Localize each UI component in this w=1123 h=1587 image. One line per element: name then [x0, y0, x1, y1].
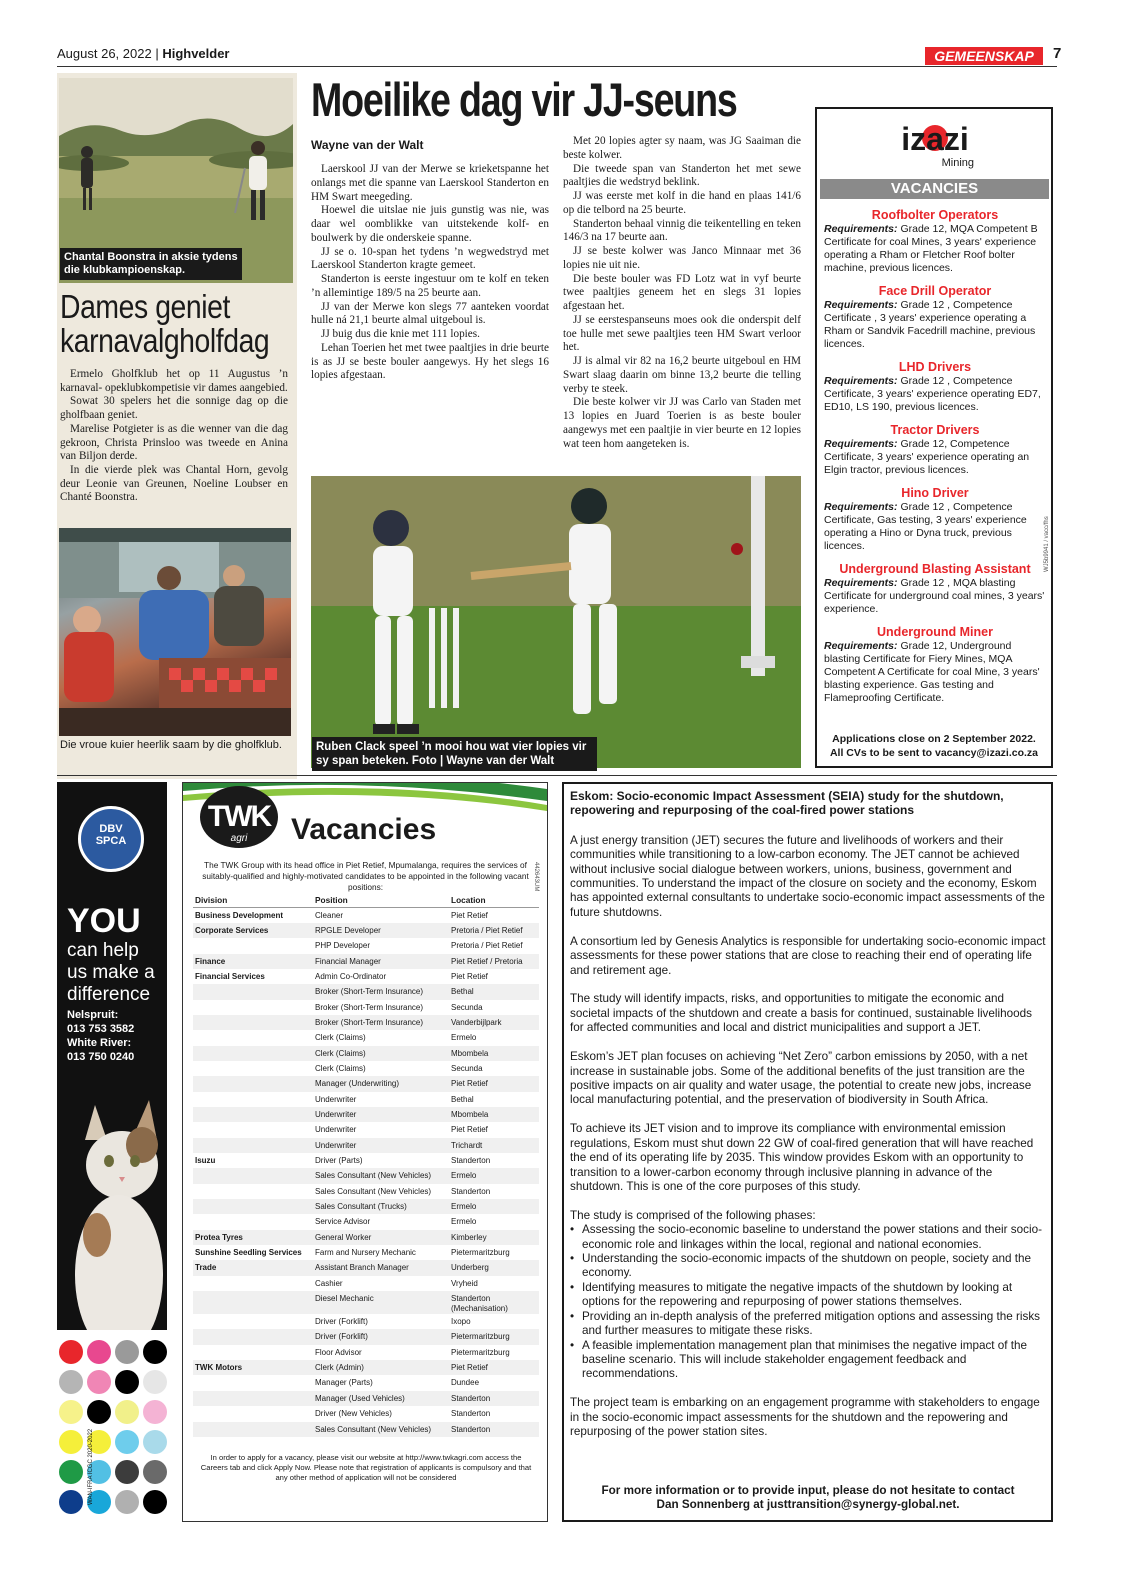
location-cell: Bethal	[449, 984, 539, 999]
job-title: Roofbolter Operators	[871, 208, 999, 222]
list-item: • Assessing the socio-economic baseline to understand the power stations and their socio-economic role and linkages within the local, regional and national economies.	[570, 1223, 1046, 1252]
golf-story-body	[60, 368, 288, 505]
job-title: Underground Blasting Assistant	[839, 562, 1031, 576]
division-cell	[193, 1199, 313, 1214]
table-row	[193, 1168, 539, 1183]
division-cell	[193, 1107, 313, 1122]
cricket-paragraph: JJ buig dus die knie met 111 lopies.	[321, 328, 480, 340]
eskom-phases-list	[570, 1223, 1046, 1381]
position-cell: Assistant Branch Manager	[313, 1260, 449, 1275]
location-cell: Ermelo	[451, 1217, 477, 1227]
position-cell: Floor Advisor	[315, 1347, 362, 1357]
division-cell	[193, 1314, 313, 1329]
location-cell: Ermelo	[449, 1168, 539, 1183]
spca-tagline-line3: difference	[67, 984, 151, 1005]
table-row	[193, 938, 539, 953]
position-cell: Underwriter	[315, 1125, 357, 1135]
color-swatch	[59, 1490, 83, 1514]
cricket-paragraph: JJ is almal vir 82 na 16,2 beurte uitgeboul en HM Swart slaag daarin om binne 13,2 beurte die telling verby te steek.	[563, 355, 801, 395]
position-cell: Sales Consultant (New Vehicles)	[315, 1186, 432, 1196]
job-requirements	[824, 438, 1046, 477]
list-item: • Understanding the socio-economic impacts of the shutdown on people, society and the economy.	[570, 1252, 1046, 1281]
izazi-application-info	[818, 732, 1050, 760]
colorbar-standard: ICGC 2020-2022	[88, 1428, 94, 1475]
color-swatch	[143, 1370, 167, 1394]
division-cell	[193, 1184, 313, 1199]
division-cell	[193, 938, 313, 953]
position-cell: Sales Consultant (New Vehicles)	[313, 1168, 449, 1183]
location-cell: Ermelo	[449, 1199, 539, 1214]
location-cell: Pietermaritzburg	[451, 1248, 510, 1258]
division-cell	[193, 1391, 313, 1406]
location-cell: Piet Retief	[449, 1076, 539, 1091]
position-cell: Diesel Mechanic	[313, 1291, 449, 1314]
twk-vacancies-title: Vacancies	[291, 813, 437, 846]
clubhouse-photo	[59, 528, 291, 736]
position-cell: Manager (Underwriting)	[313, 1076, 449, 1091]
column-header-position: Position	[313, 893, 449, 908]
eskom-closing: The project team is embarking on an engagement programme with stakeholders to engage in the socio-economic impact assessments for the shutdown and the repowering and repurposing of the power station sites.	[570, 1396, 1040, 1439]
job-listing	[824, 423, 1046, 477]
location-cell: Vryheid	[451, 1278, 478, 1288]
spca-badge-line1: DBV	[99, 823, 123, 835]
position-cell: Driver (Parts)	[315, 1156, 363, 1165]
table-row	[193, 1345, 539, 1360]
location-cell: Trichardt	[449, 1138, 539, 1153]
job-title: Tractor Drivers	[890, 423, 980, 437]
division-cell: Business Development	[195, 911, 284, 920]
spca-contact2-label: White River:	[67, 1037, 132, 1049]
twk-intro: The TWK Group with its head office in Piet Retief, Mpumalanga, requires the services of suitably-qualified and highly-motivated candidates to be appointed in the following vacant positions:	[202, 860, 529, 892]
position-cell: Sales Consultant (New Vehicles)	[313, 1422, 449, 1437]
colorbar-label: WAN-IFRA	[88, 1475, 94, 1505]
table-row	[193, 1122, 539, 1137]
list-item: • Providing an in-depth analysis of the preferred mitigation options and assessing the risks and further measures to mitigate these risks.	[570, 1310, 1046, 1339]
cricket-paragraph: Die beste kolwer vir JJ was Carlo van Staden met 13 lopies en Juard Toerien is as beste bouler aangewys met een paaltjie in vier beurte en 12 lopies wat teen hom aangeteken is.	[563, 396, 801, 450]
newspaper-name: Highvelder	[162, 46, 230, 61]
cricket-paragraph: Standerton is eerste ingestuur om te kolf en teken ’n allemintige 189/5 na 25 beurte aan.	[311, 273, 549, 299]
position-cell: Clerk (Claims)	[315, 1063, 366, 1073]
position-cell: Manager (Parts)	[315, 1378, 373, 1388]
color-swatch	[115, 1490, 139, 1514]
cricket-paragraph: JJ was eerste met kolf in die hand en plaas 141/6 op die telbord na 25 beurte.	[563, 190, 801, 216]
color-swatch	[143, 1460, 167, 1484]
table-row	[193, 1245, 539, 1260]
job-requirements-text: Grade 12, Competence Certificate, 3 years' experience operating an Elgin tractor, previous licences.	[824, 438, 1030, 476]
job-requirements	[824, 299, 1046, 351]
table-row	[193, 1000, 539, 1015]
section-rule	[57, 775, 1057, 776]
requirements-label: Requirements:	[824, 438, 898, 450]
cat-photo	[67, 1085, 167, 1330]
clubhouse-photo-caption: Die vroue kuier heerlik saam by die gholfklub.	[60, 739, 282, 751]
izazi-cv-email[interactable]: All CVs to be sent to vacancy@izazi.co.za	[829, 747, 1039, 759]
job-requirements-text: Grade 12, Underground blasting Certificate for Fiery Mines, MQA Competent A Certificate for coal Mine, 3 years' blasting experience. Gas testing and Flameproofing Certificate.	[824, 640, 1040, 704]
color-swatch	[143, 1340, 167, 1364]
division-cell: Isuzu	[195, 1156, 216, 1165]
twk-table-body	[193, 908, 539, 1437]
division-cell	[193, 1422, 313, 1437]
cricket-paragraph: Standerton behaal vinnig die teikentelling en teken 146/3 na 17 beurte aan.	[563, 217, 801, 244]
color-swatch	[115, 1370, 139, 1394]
location-cell: Ixopo	[451, 1317, 471, 1327]
table-row	[193, 923, 539, 938]
list-item: • Identifying measures to mitigate the negative impacts of the shutdown by looking at options for the repowering and repurposing of power stations themselves.	[570, 1281, 1046, 1310]
requirements-label: Requirements:	[824, 501, 898, 513]
header-separator: |	[151, 46, 163, 61]
cricket-story-column-1	[311, 163, 549, 383]
clubhouse-photo-illustration	[59, 528, 291, 736]
division-cell	[193, 1000, 313, 1015]
requirements-label: Requirements:	[824, 223, 898, 235]
table-row	[193, 1230, 539, 1245]
table-row	[193, 1015, 539, 1030]
color-swatch	[59, 1430, 83, 1454]
location-cell: Ermelo	[451, 1033, 477, 1043]
izazi-logo	[880, 118, 990, 170]
cricket-paragraph: JJ se eerstespanseuns moes ook die onderspit delf toe hulle met sewe paaltjies teen HM Swart verloor het.	[563, 313, 801, 354]
location-cell: Standerton	[449, 1422, 539, 1437]
division-cell	[193, 1214, 313, 1229]
cat-illustration	[67, 1085, 167, 1330]
spca-badge-line2: SPCA	[95, 835, 127, 847]
eskom-phases-intro: The study is comprised of the following phases:	[570, 1208, 816, 1222]
division-cell	[193, 1406, 313, 1421]
eskom-contact	[570, 1484, 1046, 1513]
izazi-ad-code: WJ5b9941 / vacc/fhs	[1044, 516, 1050, 572]
spca-tagline-line2: us make a	[67, 962, 155, 983]
eskom-contact-line1: For more information or to provide input, please do not hesitate to contact	[601, 1484, 1015, 1497]
cricket-paragraph: Laerskool JJ van der Merwe se krieketspanne het onlangs met die spanne van Laerskool Standerton en HM Swart meegeding.	[311, 163, 549, 203]
location-cell: Underberg	[449, 1260, 539, 1275]
division-cell	[193, 984, 313, 999]
twk-logo-text: TWK	[207, 800, 271, 833]
division-cell	[193, 1122, 313, 1137]
position-cell: Driver (Forklift)	[313, 1329, 449, 1344]
header-rule	[57, 66, 1057, 67]
table-row	[193, 1214, 539, 1229]
table-row	[193, 1153, 539, 1168]
spca-you-heading: YOU	[67, 902, 141, 940]
color-swatch	[87, 1370, 111, 1394]
position-cell: Broker (Short-Term Insurance)	[313, 1015, 449, 1030]
cricket-paragraph: JJ van der Merwe kon slegs 77 aanteken voordat hulle ná 21,1 beurte almal uitgeboul is.	[311, 300, 549, 327]
izazi-vacancies-banner: VACANCIES	[820, 179, 1049, 199]
division-cell: Corporate Services	[193, 923, 313, 938]
division-cell	[193, 1345, 313, 1360]
division-cell	[193, 1291, 313, 1314]
izazi-job-list	[824, 208, 1046, 714]
job-requirements	[824, 640, 1046, 705]
position-cell: Driver (Forklift)	[315, 1317, 368, 1327]
table-row	[193, 1092, 539, 1107]
table-row	[193, 1107, 539, 1122]
location-cell: Standerton	[451, 1186, 491, 1196]
location-cell: Piet Retief / Pretoria	[449, 954, 539, 969]
cricket-story-headline: Moeilike dag vir JJ-seuns	[311, 73, 737, 126]
location-cell: Mbombela	[449, 1107, 539, 1122]
color-swatch	[59, 1370, 83, 1394]
location-cell: Piet Retief	[451, 971, 488, 981]
color-swatch	[143, 1430, 167, 1454]
eskom-notice-body	[570, 789, 1046, 1454]
spca-contacts	[67, 1008, 134, 1064]
color-swatch	[59, 1400, 83, 1424]
color-swatch	[143, 1400, 167, 1424]
page-number: 7	[1053, 45, 1062, 62]
twk-logo-sub: agri	[230, 833, 248, 844]
job-title: Face Drill Operator	[878, 284, 992, 298]
position-cell: Financial Manager	[313, 954, 449, 969]
division-cell: Finance	[193, 954, 313, 969]
table-row	[193, 954, 539, 969]
table-row	[193, 1276, 539, 1291]
position-cell: Underwriter	[315, 1094, 357, 1104]
color-swatch	[87, 1340, 111, 1364]
color-swatch	[115, 1400, 139, 1424]
golf-story-headline	[60, 288, 270, 359]
table-row	[193, 969, 539, 984]
golf-headline-line2: karnavalgholfdag	[60, 322, 270, 359]
position-cell: Broker (Short-Term Insurance)	[315, 1002, 424, 1012]
column-header-location: Location	[449, 893, 539, 908]
division-cell	[193, 1375, 313, 1390]
division-cell	[193, 1061, 313, 1076]
location-cell: Pietermaritzburg	[449, 1329, 539, 1344]
spca-badge-text	[78, 823, 144, 847]
position-cell: Cashier	[315, 1278, 343, 1288]
table-row	[193, 1406, 539, 1421]
list-item: • A feasible implementation management plan that minimises the negative impact of the baseline scenario. This will include stakeholder engagement feedback and recommendations.	[570, 1339, 1046, 1382]
position-cell: Manager (Used Vehicles)	[313, 1391, 449, 1406]
color-swatch	[87, 1400, 111, 1424]
position-cell: Broker (Short-Term Insurance)	[313, 984, 449, 999]
location-cell: Secunda	[451, 1002, 483, 1012]
position-cell: PHP Developer	[315, 941, 370, 951]
cricket-photo	[311, 476, 801, 768]
location-cell: Kimberley	[449, 1230, 539, 1245]
color-swatch	[143, 1490, 167, 1514]
table-row	[193, 1061, 539, 1076]
location-cell: Standerton	[449, 1391, 539, 1406]
job-listing	[824, 486, 1046, 553]
location-cell: Mbombela	[449, 1046, 539, 1061]
division-cell	[193, 1329, 313, 1344]
division-cell: Protea Tyres	[193, 1230, 313, 1245]
golf-headline-line1: Dames geniet	[60, 288, 230, 325]
eskom-notice-title: Eskom: Socio-economic Impact Assessment (SEIA) study for the shutdown, repowering and repurposing of the coal-fired power stations	[570, 789, 1004, 818]
golf-paragraph: Ermelo Gholfklub het op 11 Augustus ’n karnaval- opeklubkompetisie vir dames aangebied.	[60, 368, 288, 394]
job-requirements-text: Grade 12 , Competence Certificate , 3 years' experience operating a Rham or Sandvik Facedrill machine, previous licences.	[824, 299, 1036, 350]
job-listing	[824, 208, 1046, 275]
location-cell: Standerton	[451, 1409, 491, 1419]
izazi-closing-date: Applications close on 2 September 2022.	[832, 733, 1036, 745]
position-cell: Admin Co-Ordinator	[315, 971, 387, 981]
colorbar-code	[88, 1429, 94, 1505]
cricket-paragraph: JJ se o. 10-span het tydens ’n wegwedstryd met Laerskool Standerton kragte gemeet.	[311, 245, 549, 272]
twk-ad-code: 442643UM	[533, 862, 539, 892]
golf-photo-caption: Chantal Boonstra in aksie tydens die klubkampioenskap.	[60, 248, 242, 280]
job-requirements-text: Grade 12 , Competence Certificate, 3 years' experience operating ED7, ED10, LS 190, previous licences.	[824, 375, 1041, 413]
position-cell: Clerk (Claims)	[315, 1033, 366, 1043]
location-cell: Dundee	[451, 1378, 480, 1388]
cricket-photo-caption: Ruben Clack speel ’n mooi hou wat vier lopies vir sy span beteken. Foto | Wayne van der Walt	[312, 737, 597, 771]
table-row	[193, 1422, 539, 1437]
twk-application-note: In order to apply for a vacancy, please visit our website at http://www.twkagri.com access the Careers tab and click Apply Now. Please note that registration of applicants is compulsory and that any other method of application will not be considered	[200, 1453, 532, 1482]
spca-contact1-label: Nelspruit:	[67, 1009, 119, 1021]
position-cell: Service Advisor	[315, 1217, 371, 1227]
table-row	[193, 1291, 539, 1314]
section-label: GEMEENSKAP	[925, 47, 1043, 65]
position-cell: RPGLE Developer	[313, 923, 449, 938]
eskom-paragraph: The study will identify impacts, risks, and opportunities to mitigate the economic and societal impacts of the shutdown and create a basis for continued, sustainable livelihoods for affected communities and local and district municipalities and support a JET.	[570, 992, 1032, 1035]
print-color-bar	[57, 1336, 167, 1522]
cricket-story-column-2	[563, 135, 801, 451]
location-cell: Pretoria / Piet Retief	[449, 923, 539, 938]
job-listing	[824, 562, 1046, 616]
spca-contact1-phone[interactable]: 013 753 3582	[67, 1023, 135, 1035]
izazi-logo-sub: Mining	[941, 157, 974, 169]
cricket-paragraph: Hoewel die uitslae nie juis gunstig was nie, was daar wel oomblikke van uitstekende kolf- en boulwerk by die onderskeie spanne.	[311, 204, 549, 244]
cricket-paragraph: Met 20 lopies agter sy naam, was JG Saaiman die beste kolwer.	[563, 135, 801, 161]
job-listing	[824, 625, 1046, 705]
job-requirements	[824, 223, 1046, 275]
eskom-paragraph: To achieve its JET vision and to improve its compliance with environmental emission regulations, Eskom must shut down 22 GW of coal-fired generation that will have reached the end of its operating life by 2035. This window provides Eskom with an opportunity to transition to a lower-carbon economy through inclusive planning in advance of the shutdown. This is one of the core purposes of this study.	[570, 1122, 1034, 1193]
job-requirements	[824, 375, 1046, 414]
table-row	[193, 1329, 539, 1344]
table-row	[193, 1199, 539, 1214]
position-cell: Driver (New Vehicles)	[315, 1409, 392, 1419]
position-cell: Sales Consultant (Trucks)	[313, 1199, 449, 1214]
position-cell: Farm and Nursery Mechanic	[315, 1248, 416, 1258]
position-cell: Clerk (Admin)	[313, 1360, 449, 1375]
division-cell	[193, 1276, 313, 1291]
requirements-label: Requirements:	[824, 640, 898, 652]
job-requirements-text: Grade 12 , Competence Certificate, Gas testing, 3 years' experience operating a Hino or Dyna truck, previous licences.	[824, 501, 1027, 552]
job-requirements	[824, 577, 1046, 616]
location-cell: Standerton	[451, 1156, 491, 1165]
division-cell: TWK Motors	[193, 1360, 313, 1375]
location-cell: Vanderbijlpark	[449, 1015, 539, 1030]
cricket-paragraph: Die tweede span van Standerton het met sewe paaltjies die wedstryd beklink.	[563, 162, 801, 189]
location-cell: Pretoria / Piet Retief	[451, 941, 523, 951]
division-cell	[193, 1046, 313, 1061]
table-row	[193, 1076, 539, 1091]
location-cell: Secunda	[451, 1063, 483, 1073]
table-row	[193, 1360, 539, 1375]
color-swatch	[59, 1340, 83, 1364]
division-cell	[193, 1138, 313, 1153]
table-row	[193, 908, 539, 923]
job-title: Underground Miner	[877, 625, 993, 639]
table-row	[193, 1260, 539, 1275]
location-cell: Standerton (Mechanisation)	[449, 1291, 539, 1314]
eskom-paragraph: A just energy transition (JET) secures the future and livelihoods of workers and their communities while transitioning to a low-carbon economy. The JET cannot be achieved without inclusive social dialogue between workers, unions, business, government and communities. To understand the impact of the closure on society and the economy, Eskom has appointed external consultants to undertake socio-economic impact assessments of the future shutdowns.	[570, 833, 1045, 919]
eskom-paragraph: Eskom’s JET plan focuses on achieving “Net Zero” carbon emissions by 2050, with a net increase in sustainable jobs. Some of the additional benefits of the just transition are the positive impacts on air quality and water usage, the potential to create new jobs, increase local manufacturing potential, and the preservation of biodiversity in South Africa.	[570, 1050, 1032, 1107]
table-row	[193, 1314, 539, 1329]
position-cell: Cleaner	[315, 911, 344, 920]
color-swatch	[59, 1460, 83, 1484]
table-row	[193, 1391, 539, 1406]
division-cell: Financial Services	[195, 971, 265, 981]
division-cell	[193, 1076, 313, 1091]
requirements-label: Requirements:	[824, 577, 898, 589]
color-swatch	[115, 1430, 139, 1454]
izazi-logo-graphic	[880, 118, 990, 170]
position-cell: Clerk (Claims)	[313, 1046, 449, 1061]
table-header-row	[193, 893, 539, 908]
division-cell	[193, 1015, 313, 1030]
division-cell: Trade	[193, 1260, 313, 1275]
job-listing	[824, 360, 1046, 414]
spca-contact2-phone[interactable]: 013 750 0240	[67, 1051, 135, 1063]
cricket-paragraph: Lehan Toerien het met twee paaltjies in drie beurte is as JJ se beste bouler aangewys. Hy het slegs 16 lopies afgestaan.	[311, 341, 549, 382]
position-cell: Underwriter	[313, 1107, 449, 1122]
golf-paragraph: In die vierde plek was Chantal Horn, gevolg deur Leonie van Greunen, Noeline Loubser en Chanté Boonstra.	[60, 463, 288, 504]
cricket-photo-illustration	[311, 476, 801, 768]
golf-paragraph: Sowat 30 spelers het die sonnige dag op die gholfbaan geniet.	[60, 395, 288, 422]
location-cell: Piet Retief	[451, 1125, 488, 1135]
job-listing	[824, 284, 1046, 351]
cricket-paragraph: Die beste bouler was FD Lotz wat in vyf beurte twee paaltjies geneem het en slegs 31 lopies afgestaan het.	[563, 272, 801, 312]
eskom-contact-email[interactable]: Dan Sonnenberg at justtransition@synergy-global.net.	[656, 1498, 960, 1512]
job-requirements	[824, 501, 1046, 553]
spca-tagline	[67, 940, 167, 1006]
table-row	[193, 984, 539, 999]
izazi-logo-text: izazi	[901, 121, 969, 157]
issue-date: August 26, 2022	[57, 46, 152, 61]
color-swatch	[115, 1460, 139, 1484]
requirements-label: Requirements:	[824, 375, 898, 387]
job-title: LHD Drivers	[898, 360, 972, 374]
position-cell: Underwriter	[313, 1138, 449, 1153]
job-title: Hino Driver	[901, 486, 969, 500]
table-row	[193, 1375, 539, 1390]
table-row	[193, 1138, 539, 1153]
location-cell: Piet Retief	[451, 911, 488, 920]
cricket-paragraph: JJ se beste kolwer was Janco Minnaar met 36 lopies nie uit nie.	[563, 245, 801, 271]
location-cell: Bethal	[451, 1094, 474, 1104]
division-cell	[193, 1168, 313, 1183]
page-header-info	[57, 46, 230, 61]
position-cell: General Worker	[313, 1230, 449, 1245]
table-row	[193, 1184, 539, 1199]
division-cell: Sunshine Seedling Services	[195, 1248, 302, 1258]
table-row	[193, 1046, 539, 1061]
division-cell	[193, 1092, 313, 1107]
column-header-division: Division	[193, 893, 313, 908]
job-requirements-text: Grade 12 , MQA blasting Certificate for underground coal mines, 3 years' experience.	[824, 577, 1045, 615]
golf-paragraph: Marelise Potgieter is as die wenner van die dag gekroon, Christa Prinsloo was tweede en Anina van Biljon derde.	[60, 422, 288, 463]
location-cell: Pietermaritzburg	[451, 1347, 510, 1357]
location-cell: Piet Retief	[449, 1360, 539, 1375]
job-requirements-text: Grade 12, MQA Competent B Certificate for coal Mines, 3 years' experience operating a Rham or Fletcher Roof bolter machine, previous licences.	[824, 223, 1038, 274]
table-row	[193, 1030, 539, 1045]
spca-tagline-line1: can help	[67, 940, 139, 961]
cricket-byline: Wayne van der Walt	[311, 138, 424, 152]
requirements-label: Requirements:	[824, 299, 898, 311]
twk-vacancy-table	[193, 893, 539, 1437]
division-cell	[193, 1030, 313, 1045]
color-swatch	[115, 1340, 139, 1364]
eskom-paragraph: A consortium led by Genesis Analytics is responsible for undertaking socio-economic impact assessments for these power stations that are close to reaching their end of operating life and retirement age.	[570, 934, 1046, 977]
